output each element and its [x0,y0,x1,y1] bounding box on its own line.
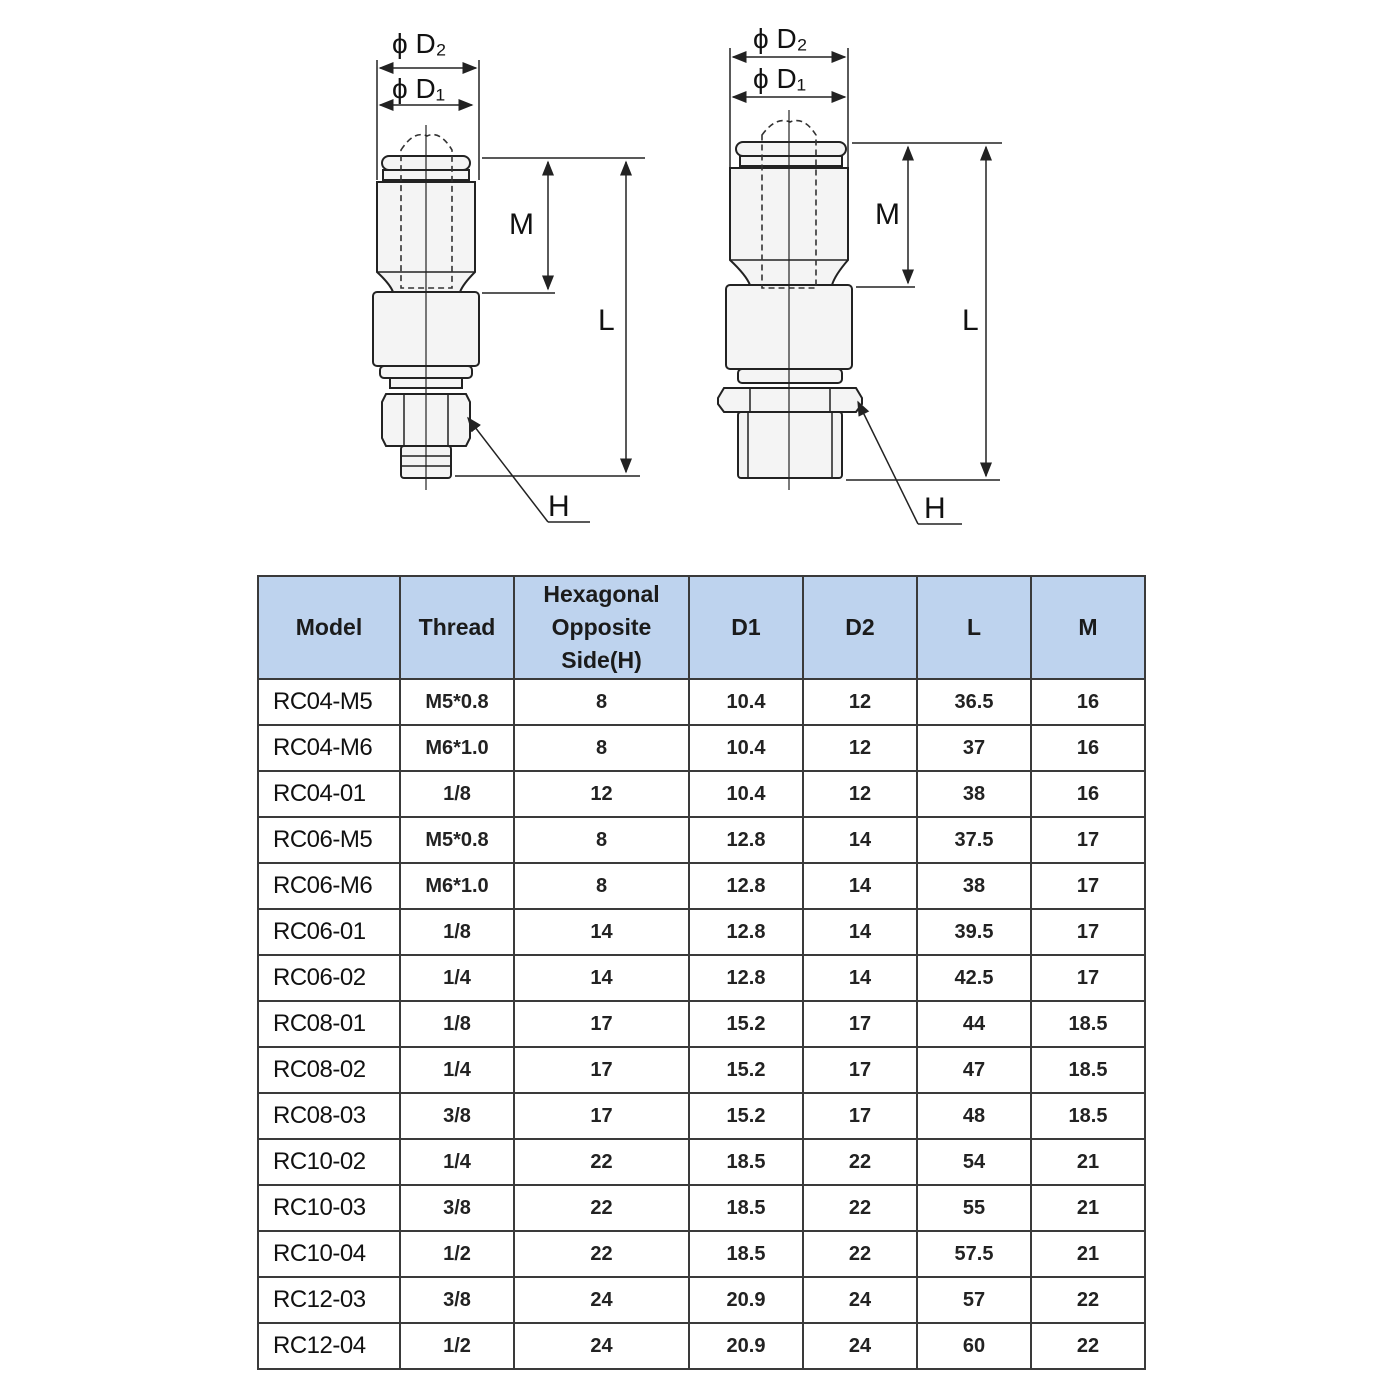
header-l: L [917,576,1031,679]
table-row [258,679,1145,725]
table-row [258,909,1145,955]
right-h-label: H [924,492,946,525]
cell-model: RC06-02 [258,955,400,1001]
table-row [258,1047,1145,1093]
cell-m: 16 [1031,725,1145,771]
cell-d2: 17 [803,1093,917,1139]
cell-model: RC04-M5 [258,679,400,725]
cell-m: 18.5 [1031,1093,1145,1139]
cell-m: 22 [1031,1323,1145,1369]
cell-d1: 15.2 [689,1047,803,1093]
cell-m: 17 [1031,955,1145,1001]
cell-model: RC10-03 [258,1185,400,1231]
cell-d1: 12.8 [689,817,803,863]
table-row [258,863,1145,909]
cell-d1: 20.9 [689,1323,803,1369]
cell-d2: 22 [803,1185,917,1231]
cell-model: RC08-02 [258,1047,400,1093]
cell-m: 17 [1031,863,1145,909]
cell-d1: 18.5 [689,1139,803,1185]
cell-m: 17 [1031,817,1145,863]
cell-d1: 12.8 [689,863,803,909]
cell-l: 36.5 [917,679,1031,725]
cell-d1: 10.4 [689,725,803,771]
table-row [258,817,1145,863]
cell-model: RC04-M6 [258,725,400,771]
cell-l: 57.5 [917,1231,1031,1277]
cell-d1: 18.5 [689,1185,803,1231]
header-d1: D1 [689,576,803,679]
cell-model: RC10-02 [258,1139,400,1185]
header-thread: Thread [400,576,514,679]
cell-thread: 3/8 [400,1277,514,1323]
header-model: Model [258,576,400,679]
specification-table [257,575,1146,1370]
table-row [258,955,1145,1001]
cell-d1: 10.4 [689,679,803,725]
cell-model: RC08-01 [258,1001,400,1047]
fitting-right [718,110,862,490]
cell-model: RC10-04 [258,1231,400,1277]
cell-d2: 14 [803,955,917,1001]
header-m: M [1031,576,1145,679]
table-row [258,1185,1145,1231]
right-d1-label: ϕ D₁ [753,63,807,94]
cell-d2: 14 [803,863,917,909]
cell-l: 55 [917,1185,1031,1231]
cell-d2: 14 [803,817,917,863]
cell-l: 57 [917,1277,1031,1323]
table-row [258,1277,1145,1323]
cell-d2: 17 [803,1001,917,1047]
cell-thread: 1/4 [400,955,514,1001]
cell-m: 21 [1031,1231,1145,1277]
cell-model: RC06-01 [258,909,400,955]
cell-hexagonal-side: 17 [514,1001,689,1047]
header-hex-line2: Opposite [551,614,652,640]
fitting-dimension-drawing [0,0,1400,560]
cell-l: 37 [917,725,1031,771]
cell-hexagonal-side: 22 [514,1231,689,1277]
cell-model: RC06-M5 [258,817,400,863]
table-body [258,679,1145,1369]
cell-l: 44 [917,1001,1031,1047]
cell-hexagonal-side: 8 [514,817,689,863]
cell-d2: 12 [803,725,917,771]
cell-hexagonal-side: 8 [514,863,689,909]
cell-thread: M5*0.8 [400,679,514,725]
table-row [258,1093,1145,1139]
cell-thread: 3/8 [400,1093,514,1139]
cell-d1: 20.9 [689,1277,803,1323]
cell-d2: 14 [803,909,917,955]
cell-thread: M6*1.0 [400,863,514,909]
cell-d1: 15.2 [689,1001,803,1047]
cell-thread: 1/2 [400,1323,514,1369]
header-hex-line1: Hexagonal [543,581,660,607]
cell-hexagonal-side: 12 [514,771,689,817]
cell-model: RC12-03 [258,1277,400,1323]
right-l-label: L [962,304,979,337]
table-row [258,771,1145,817]
cell-m: 16 [1031,679,1145,725]
cell-thread: 1/4 [400,1047,514,1093]
left-h-label: H [548,490,570,523]
cell-thread: M5*0.8 [400,817,514,863]
cell-l: 54 [917,1139,1031,1185]
cell-d2: 24 [803,1323,917,1369]
cell-thread: 1/4 [400,1139,514,1185]
cell-model: RC12-04 [258,1323,400,1369]
cell-l: 42.5 [917,955,1031,1001]
left-d2-label: ϕ D₂ [392,28,447,59]
header-d2: D2 [803,576,917,679]
cell-thread: 1/8 [400,909,514,955]
cell-d1: 12.8 [689,909,803,955]
cell-l: 38 [917,771,1031,817]
table-row [258,1323,1145,1369]
header-hex-line3: Side(H) [561,647,642,673]
cell-m: 22 [1031,1277,1145,1323]
header-hexagonal-opposite-side [514,576,689,679]
left-d1-label: ϕ D₁ [392,73,446,104]
cell-l: 39.5 [917,909,1031,955]
cell-d1: 10.4 [689,771,803,817]
table-row [258,1001,1145,1047]
cell-thread: 1/8 [400,1001,514,1047]
cell-model: RC06-M6 [258,863,400,909]
cell-d2: 22 [803,1231,917,1277]
cell-hexagonal-side: 14 [514,955,689,1001]
cell-d1: 12.8 [689,955,803,1001]
cell-l: 38 [917,863,1031,909]
cell-model: RC08-03 [258,1093,400,1139]
cell-d2: 17 [803,1047,917,1093]
fitting-left [373,125,479,490]
cell-d1: 15.2 [689,1093,803,1139]
cell-hexagonal-side: 14 [514,909,689,955]
cell-hexagonal-side: 17 [514,1047,689,1093]
cell-hexagonal-side: 22 [514,1185,689,1231]
cell-l: 37.5 [917,817,1031,863]
right-m-label: M [875,198,900,231]
table-row [258,1231,1145,1277]
cell-m: 21 [1031,1185,1145,1231]
cell-model: RC04-01 [258,771,400,817]
cell-thread: M6*1.0 [400,725,514,771]
left-l-label: L [598,304,615,337]
cell-thread: 3/8 [400,1185,514,1231]
cell-d2: 22 [803,1139,917,1185]
cell-m: 21 [1031,1139,1145,1185]
cell-hexagonal-side: 17 [514,1093,689,1139]
cell-d1: 18.5 [689,1231,803,1277]
cell-m: 16 [1031,771,1145,817]
cell-hexagonal-side: 22 [514,1139,689,1185]
cell-hexagonal-side: 8 [514,679,689,725]
cell-l: 60 [917,1323,1031,1369]
left-m-label: M [509,208,534,241]
cell-m: 18.5 [1031,1001,1145,1047]
cell-d2: 12 [803,679,917,725]
cell-hexagonal-side: 24 [514,1323,689,1369]
right-d2-label: ϕ D₂ [753,23,808,54]
table-row [258,725,1145,771]
cell-d2: 24 [803,1277,917,1323]
cell-hexagonal-side: 8 [514,725,689,771]
table-header-row [258,576,1145,679]
cell-hexagonal-side: 24 [514,1277,689,1323]
cell-l: 47 [917,1047,1031,1093]
cell-l: 48 [917,1093,1031,1139]
table-row [258,1139,1145,1185]
cell-thread: 1/2 [400,1231,514,1277]
cell-m: 18.5 [1031,1047,1145,1093]
cell-m: 17 [1031,909,1145,955]
cell-thread: 1/8 [400,771,514,817]
cell-d2: 12 [803,771,917,817]
